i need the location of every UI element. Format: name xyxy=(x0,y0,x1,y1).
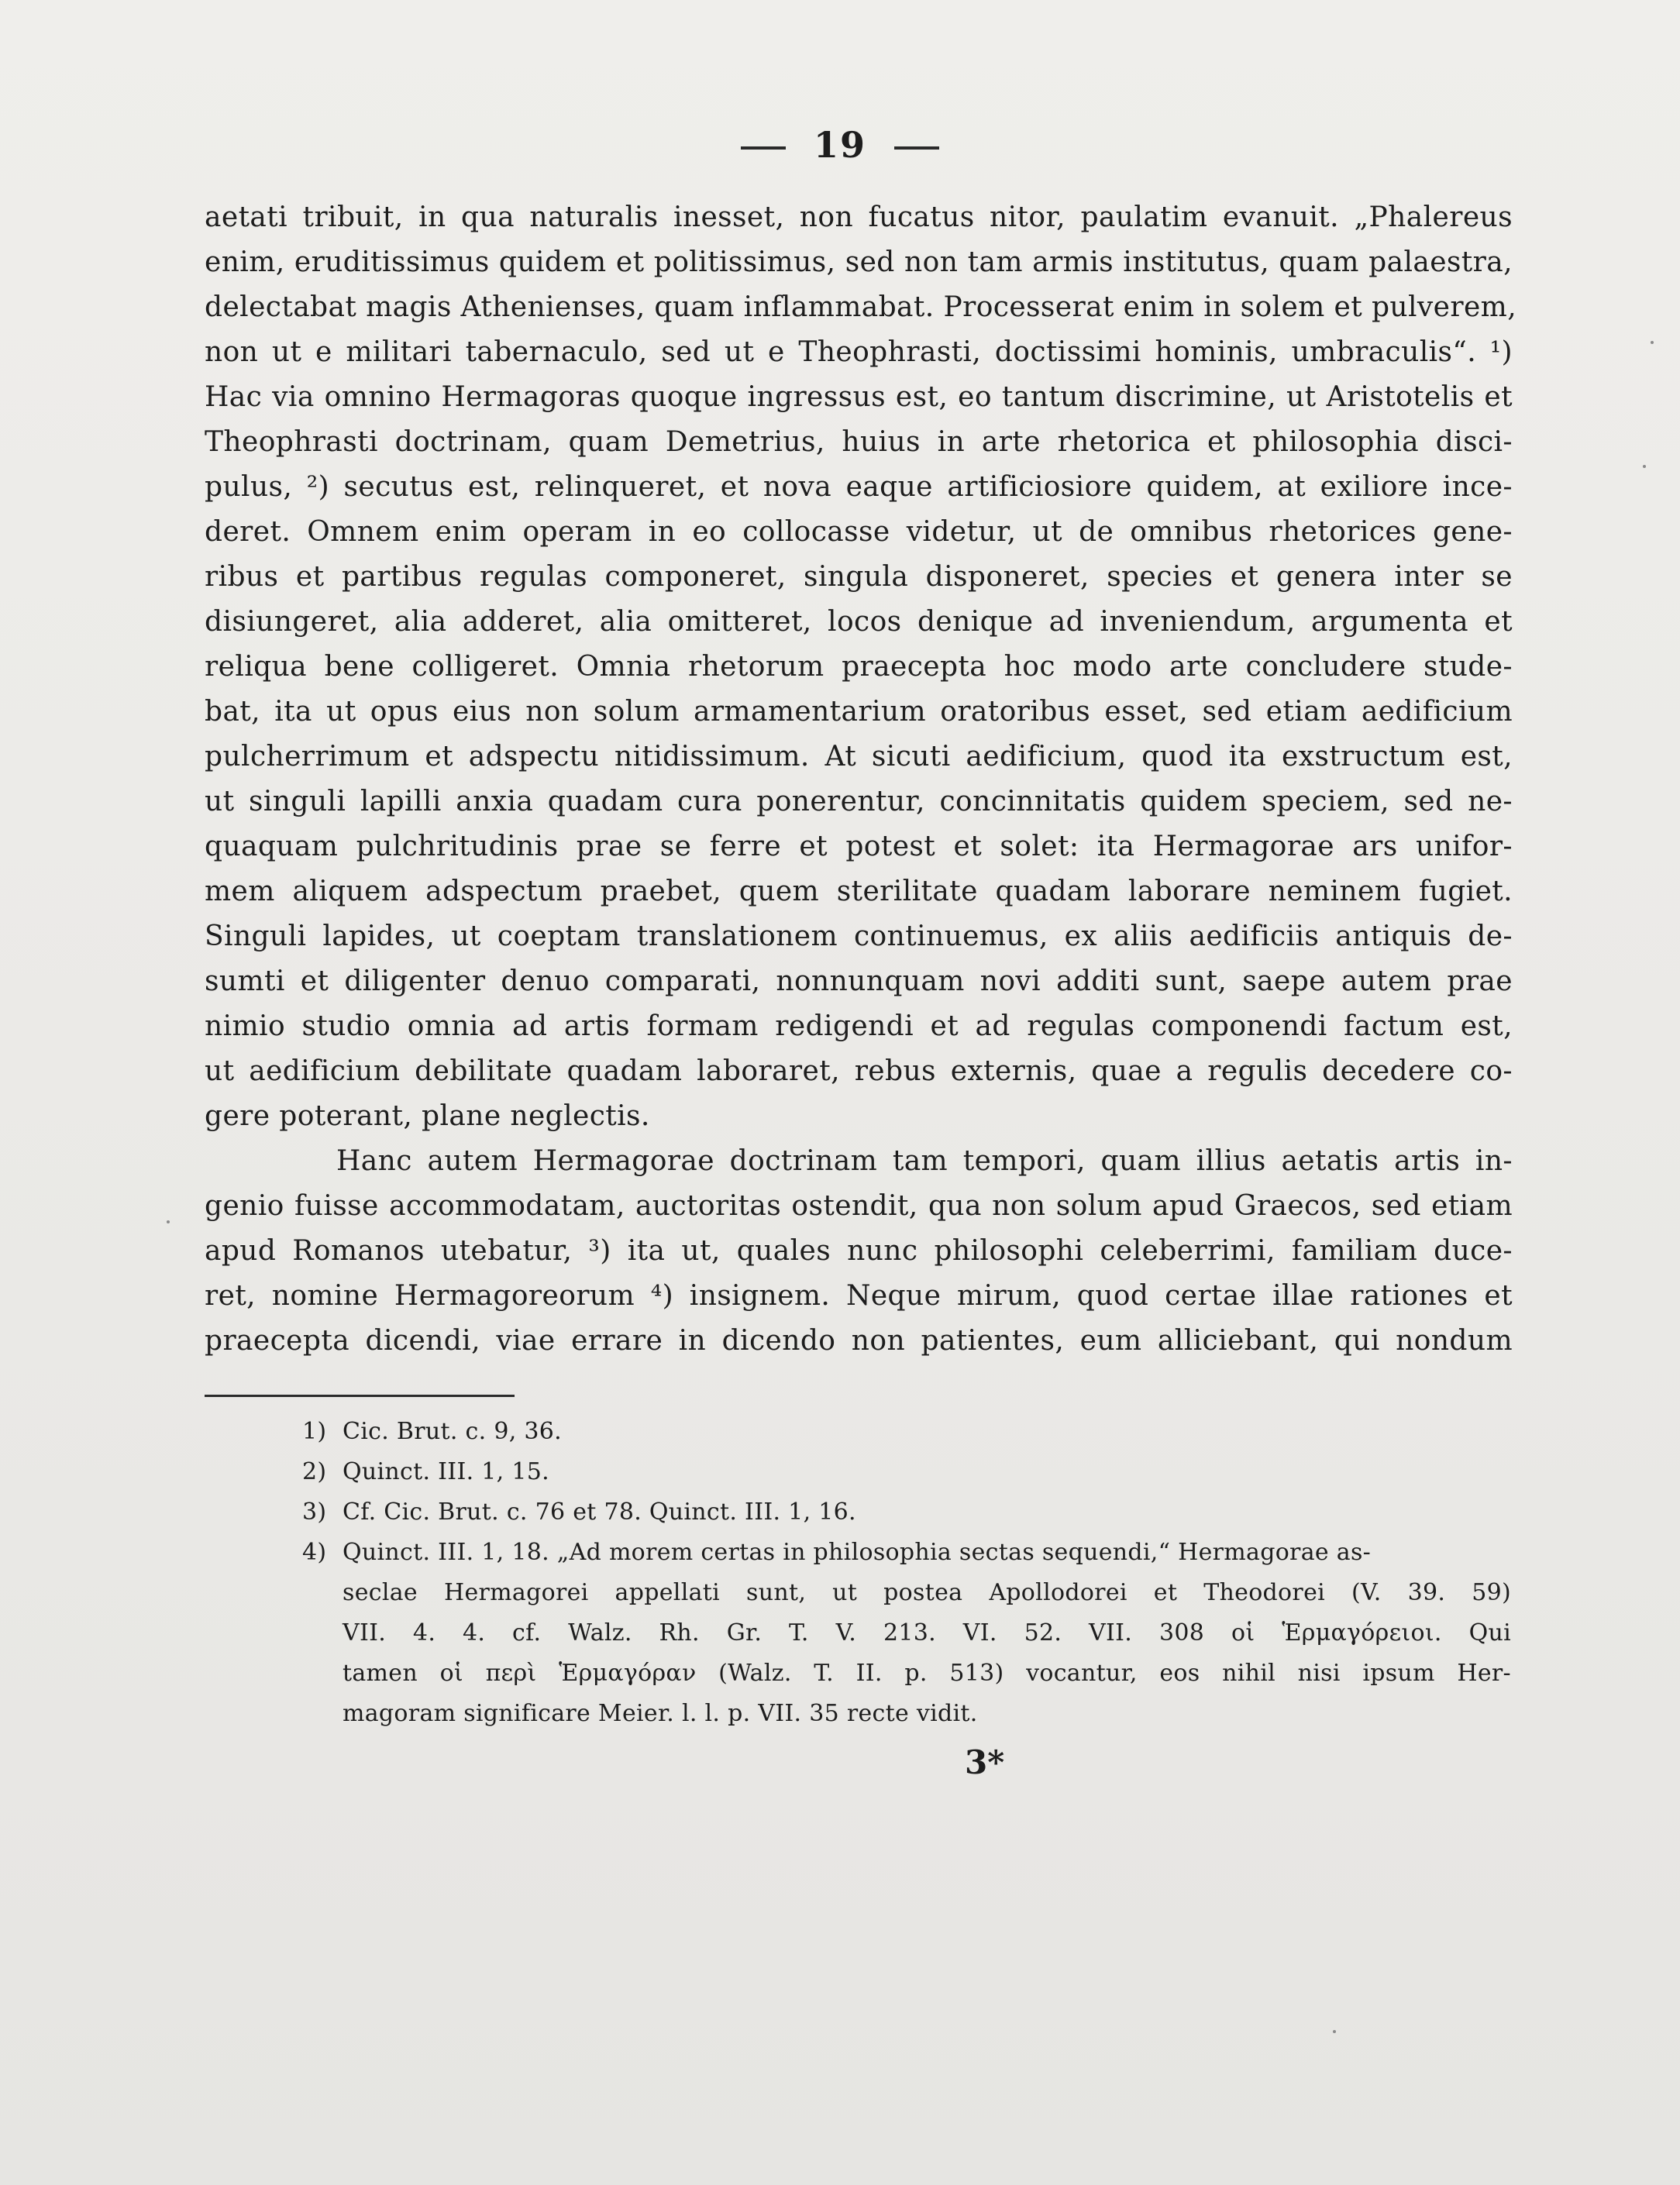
footnote-number: 2) xyxy=(302,1458,327,1485)
footnote-4-continuation: tamen οἱ περὶ Ἑρμαγόραν (Walz. T. II. p. 513) vocantur, eos nihil nisi ipsum Her- xyxy=(343,1660,1511,1687)
text-line: mem aliquem adspectum praebet, quem sterilitate quadam laborare neminem fugiet. xyxy=(205,876,1513,907)
text-line: quaquam pulchritudinis prae se ferre et potest et solet: ita Hermagorae ars unifor- xyxy=(205,831,1513,862)
text-line: bat, ita ut opus eius non solum armamentarium oratoribus esset, sed etiam aedificium xyxy=(205,696,1513,728)
paper-speck xyxy=(1643,465,1646,468)
footnote-4-continuation: magoram significare Meier. l. l. p. VII. 35 recte vidit. xyxy=(343,1700,978,1727)
text-line: nimio studio omnia ad artis formam redigendi et ad regulas componendi factum est, xyxy=(205,1010,1513,1042)
footnote-number: 1) xyxy=(302,1418,327,1445)
text-line: non ut e militari tabernaculo, sed ut e Theophrasti, doctissimi hominis, umbraculis“. ¹) xyxy=(205,336,1513,368)
paragraph-2 xyxy=(205,1139,1513,1364)
text-line: apud Romanos utebatur, ³) ita ut, quales nunc philosophi celeberrimi, familiam duce- xyxy=(205,1235,1513,1267)
paragraph-1 xyxy=(205,195,1517,1139)
text-line: Singuli lapides, ut coeptam translationem continuemus, ex aliis aedificiis antiquis de- xyxy=(205,920,1513,952)
footnote-text: Quinct. III. 1, 18. „Ad morem certas in philosophia sectas sequendi,“ Hermagorae as- xyxy=(343,1539,1372,1566)
page-number: 19 xyxy=(813,124,866,166)
footnotes xyxy=(302,1412,1511,1734)
footnote-4 xyxy=(302,1533,1511,1573)
footnote-text: Cf. Cic. Brut. c. 76 et 78. Quinct. III. 1, 16. xyxy=(343,1499,856,1526)
text-line: sumti et diligenter denuo comparati, nonnunquam novi additi sunt, saepe autem prae xyxy=(205,965,1513,997)
text-line: ut aedificium debilitate quadam laboraret, rebus externis, quae a regulis decedere co- xyxy=(205,1055,1513,1087)
footnote-2 xyxy=(302,1452,1511,1492)
page-header xyxy=(0,124,1680,166)
text-line: deret. Omnem enim operam in eo collocasse videtur, ut de omnibus rhetorices gene- xyxy=(205,516,1513,548)
text-line: pulcherrimum et adspectu nitidissimum. At sicuti aedificium, quod ita exstructum est, xyxy=(205,741,1513,772)
text-line: genio fuisse accommodatam, auctoritas ostendit, qua non solum apud Graecos, sed etiam xyxy=(205,1190,1513,1222)
text-line: ut singuli lapilli anxia quadam cura ponerentur, concinnitatis quidem speciem, sed ne- xyxy=(205,786,1513,817)
footnote-divider xyxy=(205,1395,515,1397)
footnote-4-continuation: VII. 4. 4. cf. Walz. Rh. Gr. T. V. 213. VI. 52. VII. 308 οἱ Ἑρμαγόρειοι. Qui xyxy=(343,1619,1511,1646)
text-line: disiungeret, alia adderet, alia omitteret, locos denique ad inveniendum, argumenta et xyxy=(205,606,1513,638)
footnote-text: Cic. Brut. c. 9, 36. xyxy=(343,1418,563,1445)
text-line: ribus et partibus regulas componeret, singula disponeret, species et genera inter se xyxy=(205,561,1513,593)
text-line: aetati tribuit, in qua naturalis inesset, non fucatus nitor, paulatim evanuit. „Phalereus xyxy=(205,201,1513,233)
footnote-1 xyxy=(302,1412,1511,1452)
text-line: pulus, ²) secutus est, relinqueret, et nova eaque artificiosiore quidem, at exiliore ince- xyxy=(205,471,1513,503)
text-line: enim, eruditissimus quidem et politissimus, sed non tam armis institutus, quam palaestra, xyxy=(205,246,1513,278)
text-line: Hanc autem Hermagorae doctrinam tam tempori, quam illius aetatis artis in- xyxy=(336,1145,1513,1177)
text-line: ret, nomine Hermagoreorum ⁴) insignem. Neque mirum, quod certae illae rationes et xyxy=(205,1280,1513,1312)
footnote-text: Quinct. III. 1, 15. xyxy=(343,1458,549,1485)
footnote-number: 4) xyxy=(302,1539,327,1566)
paper-speck xyxy=(167,1220,170,1223)
text-line: Hac via omnino Hermagoras quoque ingressus est, eo tantum discrimine, ut Aristotelis et xyxy=(205,381,1513,413)
signature-mark: 3* xyxy=(965,1743,1005,1781)
footnote-4-continuation: seclae Hermagorei appellati sunt, ut postea Apollodorei et Theodorei (V. 39. 59) xyxy=(343,1579,1511,1606)
text-line: delectabat magis Athenienses, quam inflammabat. Processerat enim in solem et pulverem, xyxy=(205,291,1517,323)
header-dash-left xyxy=(741,146,786,150)
text-line: reliqua bene colligeret. Omnia rhetorum praecepta hoc modo arte concludere stude- xyxy=(205,651,1513,683)
text-line: praecepta dicendi, viae errare in dicendo non patientes, eum alliciebant, qui nondum xyxy=(205,1325,1513,1357)
main-text xyxy=(205,195,1517,1364)
text-line: gere poterant, plane neglectis. xyxy=(205,1100,650,1132)
text-line: Theophrasti doctrinam, quam Demetrius, huius in arte rhetorica et philosophia disci- xyxy=(205,426,1513,458)
footnote-number: 3) xyxy=(302,1499,327,1526)
header-dash-right xyxy=(894,146,939,150)
paper-speck xyxy=(1333,2030,1336,2033)
paper-speck xyxy=(1651,341,1654,344)
footnote-3 xyxy=(302,1492,1511,1533)
